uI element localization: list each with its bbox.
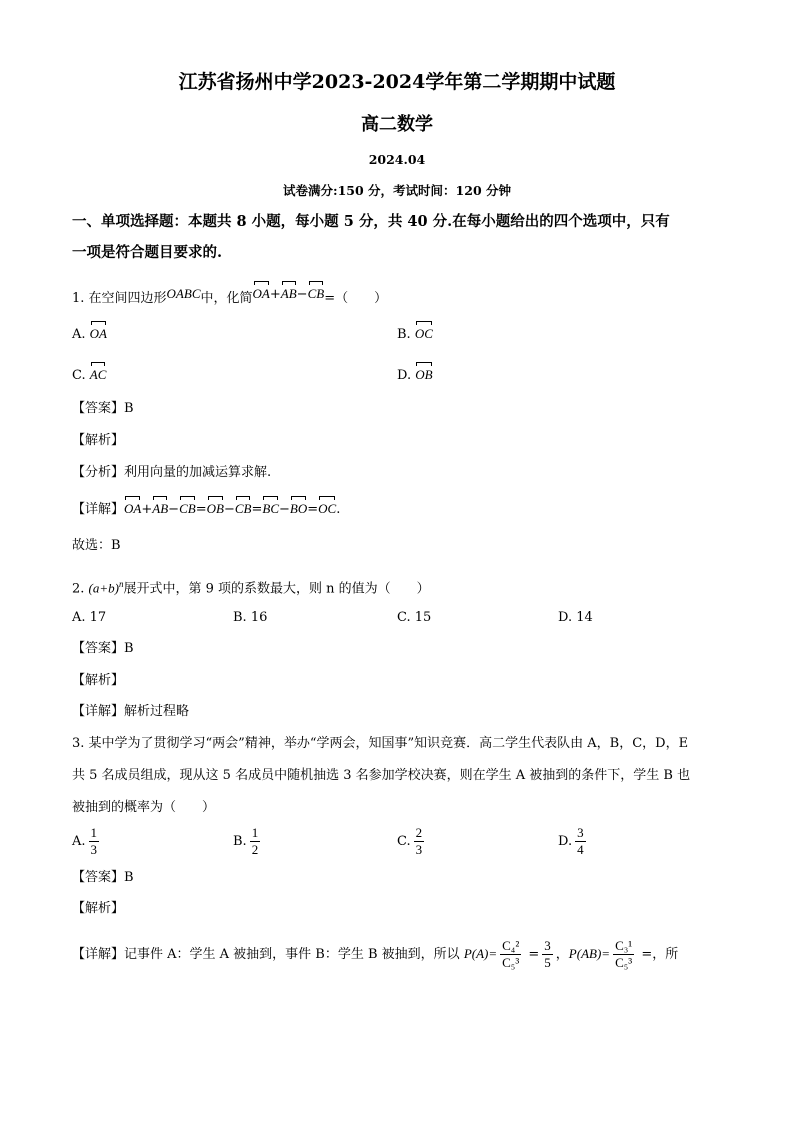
q1-option-b: B. OC: [397, 326, 433, 342]
doc-title: 江苏省扬州中学2023-2024学年第二学期期中试题: [178, 71, 616, 93]
vector: BC: [262, 501, 279, 516]
q1-text-mid: 中，化简: [200, 291, 253, 306]
q1-text: 1. 在空间四边形: [72, 291, 167, 306]
operator: .: [336, 502, 341, 517]
q3-answer: 【答案】B: [72, 870, 134, 885]
operator: +: [141, 502, 153, 517]
q3-stem-1: 3. 某中学为了贯彻学习“两会”精神，举办“学两会，知国事”知识竞赛．高二学生代表队由 A，B，C，D，E: [72, 736, 689, 751]
operator: −: [168, 502, 180, 517]
vec: AB: [280, 286, 297, 301]
op: −: [296, 287, 308, 302]
exam-info: 试卷满分:150 分，考试时间：120 分钟: [282, 183, 511, 198]
q1-option-a: A. OA: [72, 326, 108, 342]
q3-option-b: B. $\frac{1}{2}$: [233, 825, 259, 857]
q1-shape: OABC: [166, 286, 201, 301]
q1-suffix: =（ ）: [324, 291, 388, 306]
q1-stem: [72, 285, 387, 308]
operator: =: [195, 502, 207, 517]
q2-option-a: A. 17: [72, 610, 107, 625]
q3-stem-2: 共 5 名成员组成，现从这 5 名成员中随机抽选 3 名参加学校决赛，则在学生 A 被抽到的条件下，学生 B 也: [72, 768, 691, 783]
section-heading-1: 一、单项选择题：本题共 8 小题，每小题 5 分，共 40 分.在每小题给出的四个选项中，只有: [72, 213, 670, 230]
q2-stem: 2. $(a+b)^n$展开式中，第 9 项的系数最大，则 n 的值为（ ）: [72, 579, 430, 597]
doc-date: 2024.04: [368, 152, 426, 167]
q2-analysis: 【解析】: [72, 673, 125, 688]
vector: OB: [206, 501, 224, 516]
operator: =: [251, 502, 263, 517]
q3-analysis: 【解析】: [72, 901, 125, 916]
q1-conclusion: 故选：B: [72, 538, 121, 553]
q2-detail: 【详解】解析过程略: [72, 704, 190, 719]
vector: CB: [234, 501, 252, 516]
q2-answer: 【答案】B: [72, 641, 134, 656]
q3-option-d: D. $\frac{3}{4}$: [558, 825, 584, 857]
q2-option-d: D. 14: [558, 610, 593, 625]
q1-fenxi: 【分析】利用向量的加减运算求解.: [72, 465, 272, 480]
q3-option-a: A. $\frac{1}{3}$: [72, 825, 98, 857]
q3-detail: 【详解】记事件 A：学生 A 被抽到，事件 B：学生 B 被抽到，所以 P(A)= $\frac{\text{C₄²}}{\text{C₅³}}$ = $\frac{3}{5}$ ，P(AB)= $\frac{\text{C₃¹}}{\text{C₅³}}$ =，所: [72, 938, 679, 970]
q1-answer: 【答案】B: [72, 401, 134, 416]
vec: OA: [252, 286, 270, 301]
vector: CB: [179, 501, 196, 516]
q1-analysis: 【解析】: [72, 433, 125, 448]
doc-subject: 高二数学: [361, 114, 433, 135]
operator: =: [307, 502, 319, 517]
q2-option-b: B. 16: [233, 610, 268, 625]
q1-option-d: D. OB: [397, 367, 433, 383]
vector: BO: [289, 501, 308, 516]
operator: −: [223, 502, 235, 517]
vector: OA: [124, 501, 142, 516]
op: +: [269, 287, 281, 302]
vector: OC: [318, 501, 337, 516]
section-heading-2: 一项是符合题目要求的.: [72, 244, 223, 261]
q1-detail: 【详解】OA+AB−CB=OB−CB=BC−BO=OC.: [72, 501, 341, 517]
vector: AB: [152, 501, 169, 516]
operator: −: [279, 502, 290, 517]
q2-option-c: C. 15: [397, 610, 432, 625]
q3-option-c: C. $\frac{2}{3}$: [397, 825, 423, 857]
q3-stem-3: 被抽到的概率为（ ）: [72, 800, 216, 815]
q1-option-c: C. AC: [72, 367, 107, 383]
vec: CB: [307, 286, 325, 301]
